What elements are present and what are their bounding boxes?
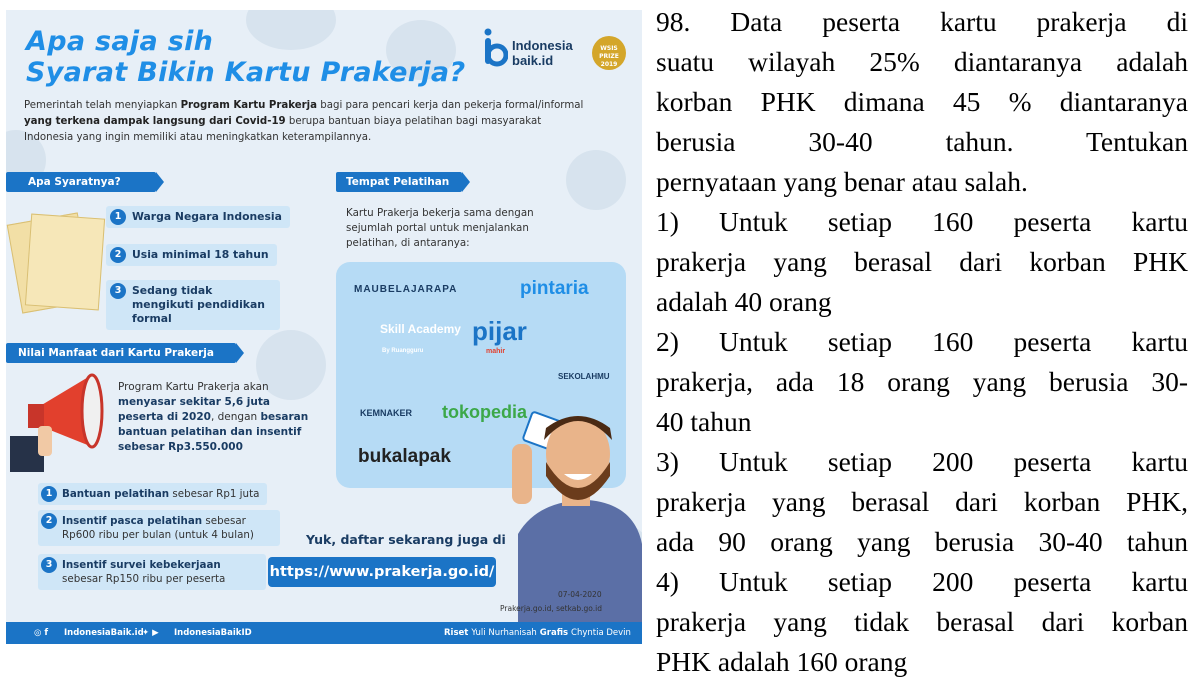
question-line: suatu wilayah 25% diantaranya adalah [656,46,1188,77]
question-line: adalah 40 orang [656,286,832,317]
source-label: Prakerja.go.id, setkab.go.id [500,604,602,613]
question-line: PHK adalah 160 orang [656,646,908,677]
benefit-item: 3 Insentif survei kebekerjaan sebesar Rp150 ribu per peserta [38,554,266,590]
benefits-paragraph: Program Kartu Prakerja akan menyasar sekitar 5,6 juta peserta di 2020, dengan besaran bantuan pelatihan dan insentif sebesar Rp3.550.000 [118,381,309,453]
twitter-youtube-icon: ✦ ▶ [142,628,159,638]
logo-text-line-2: baik.id [512,53,554,68]
footer-bar [6,622,642,644]
partner-logo-pintaria: pintaria [520,278,589,299]
footer-handle-1: IndonesiaBaik.id [64,628,144,638]
question-line: pernyataan yang benar atau salah. [656,166,1028,197]
question-line: korban PHK dimana 45 % diantaranya [656,86,1188,117]
question-line: 2) Untuk setiap 160 peserta kartu [656,326,1188,357]
benefits-heading: Nilai Manfaat dari Kartu Prakerja [6,343,236,363]
question-line: 40 tahun [656,406,752,437]
intro-paragraph: Pemerintah telah menyiapkan Program Kartu Prakerja bagi para pencari kerja dan pekerja formal/informal yang terkena dampak langsung dari Covid-19 berupa bantuan biaya pelatihan bagi masyarakat Indonesia yang ingin memiliki atau meningkatkan keterampilannya. [24,100,584,143]
decor-blob [246,10,336,50]
requirements-heading: Apa Syaratnya? [6,172,156,192]
requirement-item: 1 Warga Negara Indonesia [106,206,290,228]
partner-logo-sekolahmu: SEKOLAHMU [558,372,610,381]
partner-logo-tokopedia: tokopedia [442,402,528,422]
logo-text-line-1: Indonesia [512,38,573,53]
question-line: 4) Untuk setiap 200 peserta kartu [656,566,1188,597]
title-line-2: Syarat Bikin Kartu Prakerja? [26,57,466,88]
footer-credits: Riset Yuli Nurhanisah Grafis Chyntia Devin [444,628,631,638]
prakerja-url-link[interactable]: https://www.prakerja.go.id/ [268,557,496,587]
cta-text: Yuk, daftar sekarang juga di [306,532,506,547]
question-line: 98. Data peserta kartu prakerja di [656,6,1188,37]
benefit-item: 1 Bantuan pelatihan sebesar Rp1 juta [38,483,267,505]
footer-handle-2: IndonesiaBaikID [174,628,252,638]
requirement-item: 3 Sedang tidak mengikuti pendidikan formal [106,280,280,330]
training-paragraph: Kartu Prakerja bekerja sama dengan sejumlah portal untuk menjalankan pelatihan, di antaranya: [346,207,534,249]
question-text-block [656,0,1188,692]
question-line: 3) Untuk setiap 200 peserta kartu [656,446,1188,477]
document-paper-icon [25,214,105,311]
partner-logo-pijar-sub: mahir [486,348,506,355]
indonesiabaik-logo-icon [482,28,508,68]
instagram-facebook-icon: ◎ f [34,628,49,638]
partner-logo-maubelajarapa: MAUBELAJARAPA [354,284,458,295]
partner-logo-bukalapak: bukalapak [358,446,451,467]
decor-blob [566,150,626,210]
partner-logo-kemnaker: KEMNAKER [360,408,413,418]
question-line: prakerja yang berasal dari korban PHK, [656,486,1188,517]
training-heading: Tempat Pelatihan [336,172,462,192]
question-line: prakerja yang tidak berasal dari korban [656,606,1188,637]
question-line: prakerja, ada 18 orang yang berusia 30- [656,366,1188,397]
question-line: ada 90 orang yang berusia 30-40 tahun [656,526,1188,557]
partner-logo-skill-academy: Skill Academy [380,322,461,336]
benefit-item: 2 Insentif pasca pelatihan sebesar Rp600 ribu per bulan (untuk 4 bulan) [38,510,280,546]
partner-logo-ruangguru: By Ruangguru [382,348,424,354]
question-line: 1) Untuk setiap 160 peserta kartu [656,206,1188,237]
megaphone-icon [10,366,110,476]
title-line-1: Apa saja sih [26,26,214,57]
date-label: 07-04-2020 [558,590,602,599]
requirement-item: 2 Usia minimal 18 tahun [106,244,277,266]
question-line: berusia 30-40 tahun. Tentukan [656,126,1188,157]
wsis-prize-badge: WSIS PRIZE 2019 [592,36,626,70]
partner-logo-pijar: pijar [472,316,527,346]
question-line: prakerja yang berasal dari korban PHK [656,246,1188,277]
infographic-image [6,10,642,644]
